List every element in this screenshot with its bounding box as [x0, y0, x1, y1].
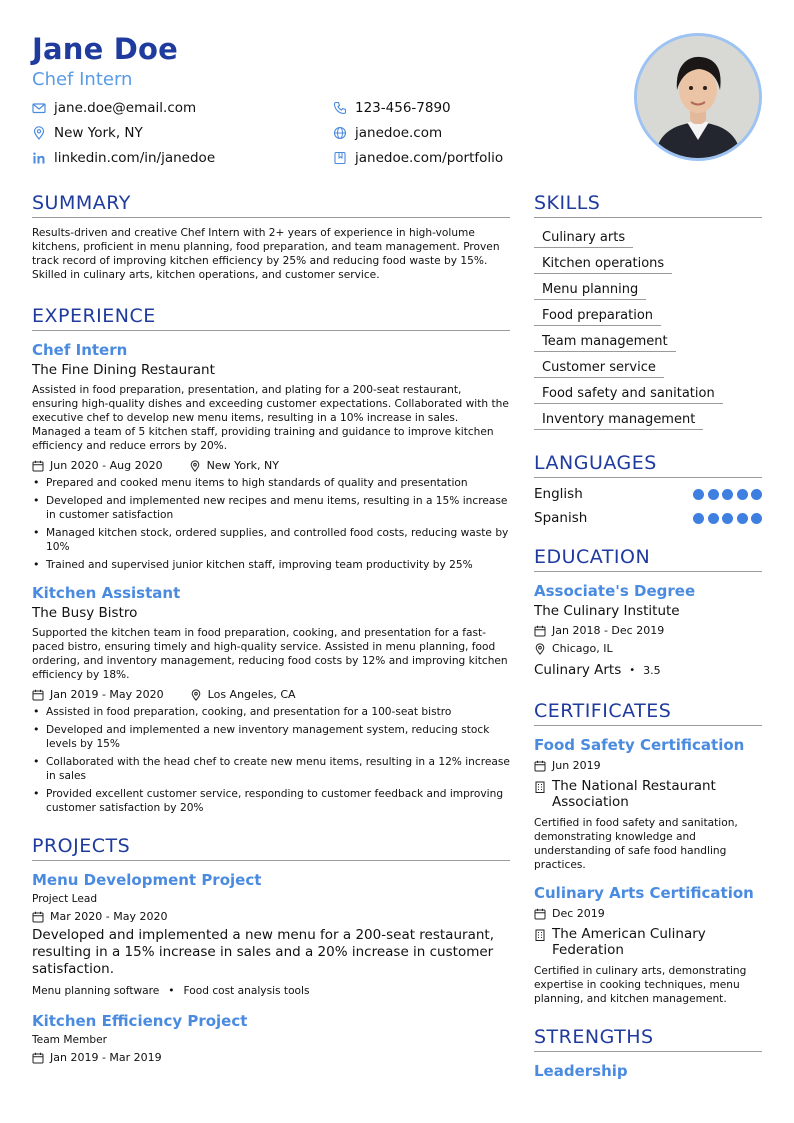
list-item: • Assisted in food preparation, cooking, and presentation for a 100-seat bistro [32, 705, 510, 719]
summary-heading: SUMMARY [32, 192, 510, 218]
list-item: • Provided excellent customer service, responding to customer feedback and improving customer satisfaction by 20% [32, 787, 510, 815]
left-column [32, 192, 510, 1064]
project-entry [32, 1012, 510, 1064]
certificate-title: Food Safety Certification [534, 736, 745, 754]
calendar-icon [32, 911, 44, 923]
projects-heading: PROJECTS [32, 835, 510, 861]
list-item: • Managed kitchen stock, ordered supplies, and controlled food costs, reducing waste by 10% [32, 526, 510, 554]
tool-tag: Food cost analysis tools [183, 985, 310, 997]
proficiency-dots [690, 489, 763, 500]
project-meta [32, 1051, 510, 1064]
gpa-value: 3.5 [643, 663, 661, 677]
skill-tag: Food preparation [534, 307, 661, 326]
project-dates: Jan 2019 - Mar 2019 [50, 1051, 162, 1064]
website-text: janedoe.com [355, 125, 443, 141]
separator-dot: • [629, 664, 636, 676]
right-column [534, 192, 762, 1080]
project-title: Kitchen Efficiency Project [32, 1012, 248, 1030]
bookmark-icon [333, 151, 347, 165]
project-dates: Mar 2020 - May 2020 [50, 910, 168, 923]
language-name: English [534, 486, 583, 502]
contact-phone[interactable] [333, 100, 451, 116]
mail-icon [32, 101, 46, 115]
calendar-icon [534, 760, 546, 772]
contact-email[interactable] [32, 100, 196, 116]
education-dates-row [534, 624, 762, 637]
job-location-group [189, 459, 279, 472]
school-name: The Culinary Institute [534, 603, 680, 619]
contact-portfolio[interactable] [333, 150, 503, 166]
skill-tag: Inventory management [534, 411, 703, 430]
education-field-row [534, 662, 762, 678]
portfolio-text: janedoe.com/portfolio [355, 150, 504, 166]
job-dates: Jan 2019 - May 2020 [50, 688, 164, 701]
certificate-entry [534, 736, 762, 872]
experience-heading: EXPERIENCE [32, 305, 510, 331]
job-location: Los Angeles, CA [207, 688, 296, 701]
certificate-entry [534, 884, 762, 1006]
calendar-icon [32, 460, 44, 472]
project-role: Team Member [32, 1034, 107, 1046]
contact-website[interactable] [333, 125, 442, 141]
field-of-study: Culinary Arts [534, 662, 622, 678]
language-name: Spanish [534, 510, 588, 526]
separator-dot: • [168, 985, 175, 997]
list-item: • Developed and implemented new recipes and menu items, resulting in a 15% increase in customer satisfaction [32, 494, 510, 522]
certificate-date: Dec 2019 [552, 907, 605, 920]
job-dates: Jun 2020 - Aug 2020 [50, 459, 163, 472]
skill-tag: Food safety and sanitation [534, 385, 723, 404]
degree-title: Associate's Degree [534, 582, 696, 600]
contact-location [32, 125, 143, 141]
calendar-icon [534, 908, 546, 920]
skill-tag: Customer service [534, 359, 664, 378]
list-item: • Collaborated with the head chef to create new menu items, resulting in a 12% increase in sales [32, 755, 510, 783]
skills-list [534, 226, 762, 434]
profile-photo [634, 33, 762, 161]
list-item: • Developed and implemented a new inventory management system, reducing stock levels by 15% [32, 723, 510, 751]
skill-tag: Kitchen operations [534, 255, 672, 274]
job-description: Supported the kitchen team in food preparation, cooking, and presentation for a fast-paced bistro, ensuring timely and high-quality service. Assisted in menu planning, food ordering, and inventory management, reducing food costs by 12% and improving kitchen efficiency by 18%. [32, 627, 508, 681]
skills-heading: SKILLS [534, 192, 762, 218]
certificate-description: Certified in culinary arts, demonstrating expertise in cooking techniques, menu planning, and kitchen management. [534, 965, 747, 1005]
education-dates: Jan 2018 - Dec 2019 [552, 624, 665, 637]
job-meta [32, 688, 510, 701]
certificate-issuer-row [534, 778, 762, 810]
project-role: Project Lead [32, 893, 98, 905]
strengths-heading: STRENGTHS [534, 1026, 762, 1052]
list-item: • Prepared and cooked menu items to high standards of quality and presentation [32, 476, 510, 490]
languages-heading: LANGUAGES [534, 452, 762, 478]
location-pin-icon [190, 689, 202, 701]
proficiency-dots [690, 513, 763, 524]
language-row [534, 486, 762, 502]
job-entry [32, 584, 510, 815]
certificate-issuer: The American Culinary Federation [552, 926, 706, 958]
phone-icon [333, 101, 347, 115]
job-location: New York, NY [206, 459, 279, 472]
job-bullets [32, 476, 510, 572]
job-bullets [32, 705, 510, 815]
certificates-heading: CERTIFICATES [534, 700, 762, 726]
tool-tag: Menu planning software [32, 985, 160, 997]
skill-tag: Team management [534, 333, 676, 352]
certificate-date-row [534, 907, 762, 920]
job-title: Chef Intern [32, 341, 128, 359]
project-description: Developed and implemented a new menu for a 200-seat restaurant, resulting in a 15% increase in sales and a 20% increase in customer satisfaction. [32, 927, 494, 977]
project-tools [32, 984, 510, 998]
location-pin-icon [534, 643, 546, 655]
skill-tag: Culinary arts [534, 229, 633, 248]
phone-text: 123-456-7890 [355, 100, 451, 116]
linkedin-text: linkedin.com/in/janedoe [54, 150, 216, 166]
job-employer: The Busy Bistro [32, 605, 138, 621]
strength-item: Leadership [534, 1062, 628, 1080]
location-pin-icon [189, 460, 201, 472]
building-icon [534, 781, 546, 793]
project-meta [32, 910, 510, 923]
globe-icon [333, 126, 347, 140]
job-employer: The Fine Dining Restaurant [32, 362, 215, 378]
summary-text: Results-driven and creative Chef Intern with 2+ years of experience in high-volume kitchens, proficient in menu planning, food preparation, and team management. Proven track record of improving kitchen efficiency by 25% and reducing food waste by 15%. Skilled in culinary arts, kitchen operations, and customer service. [32, 227, 500, 281]
job-location-group [190, 688, 296, 701]
certificate-issuer: The National Restaurant Association [552, 778, 716, 810]
certificate-description: Certified in food safety and sanitation, demonstrating knowledge and understanding of safe food handling practices. [534, 817, 738, 871]
education-location-row [534, 642, 762, 655]
certificate-title: Culinary Arts Certification [534, 884, 754, 902]
job-description: Assisted in food preparation, presentation, and plating for a 200-seat restaurant, ensuring high-quality dishes and exceeding customer expectations. Collaborated with the executive chef to develop new menu items, resulting in a 10% increase in sales. Managed a team of 5 kitchen staff, providing training and guidance to improve kitchen efficiency and reduce errors by 20%. [32, 384, 509, 452]
job-entry [32, 341, 510, 572]
certificate-date-row [534, 759, 762, 772]
job-title: Kitchen Assistant [32, 584, 181, 602]
linkedin-icon [32, 151, 46, 165]
building-icon [534, 929, 546, 941]
calendar-icon [32, 1052, 44, 1064]
contact-linkedin[interactable] [32, 150, 215, 166]
certificate-issuer-row [534, 926, 762, 958]
job-meta [32, 459, 510, 472]
education-location: Chicago, IL [552, 642, 613, 655]
calendar-icon [534, 625, 546, 637]
project-entry [32, 871, 510, 998]
project-title: Menu Development Project [32, 871, 262, 889]
skill-tag: Menu planning [534, 281, 646, 300]
education-heading: EDUCATION [534, 546, 762, 572]
calendar-icon [32, 689, 44, 701]
certificate-date: Jun 2019 [552, 759, 601, 772]
resume-title: Chef Intern [32, 69, 133, 90]
location-text: New York, NY [54, 125, 143, 141]
resume-name: Jane Doe [32, 32, 179, 66]
language-row [534, 510, 762, 526]
list-item: • Trained and supervised junior kitchen staff, improving team productivity by 25% [32, 558, 510, 572]
email-text: jane.doe@email.com [54, 100, 197, 116]
location-pin-icon [32, 126, 46, 140]
